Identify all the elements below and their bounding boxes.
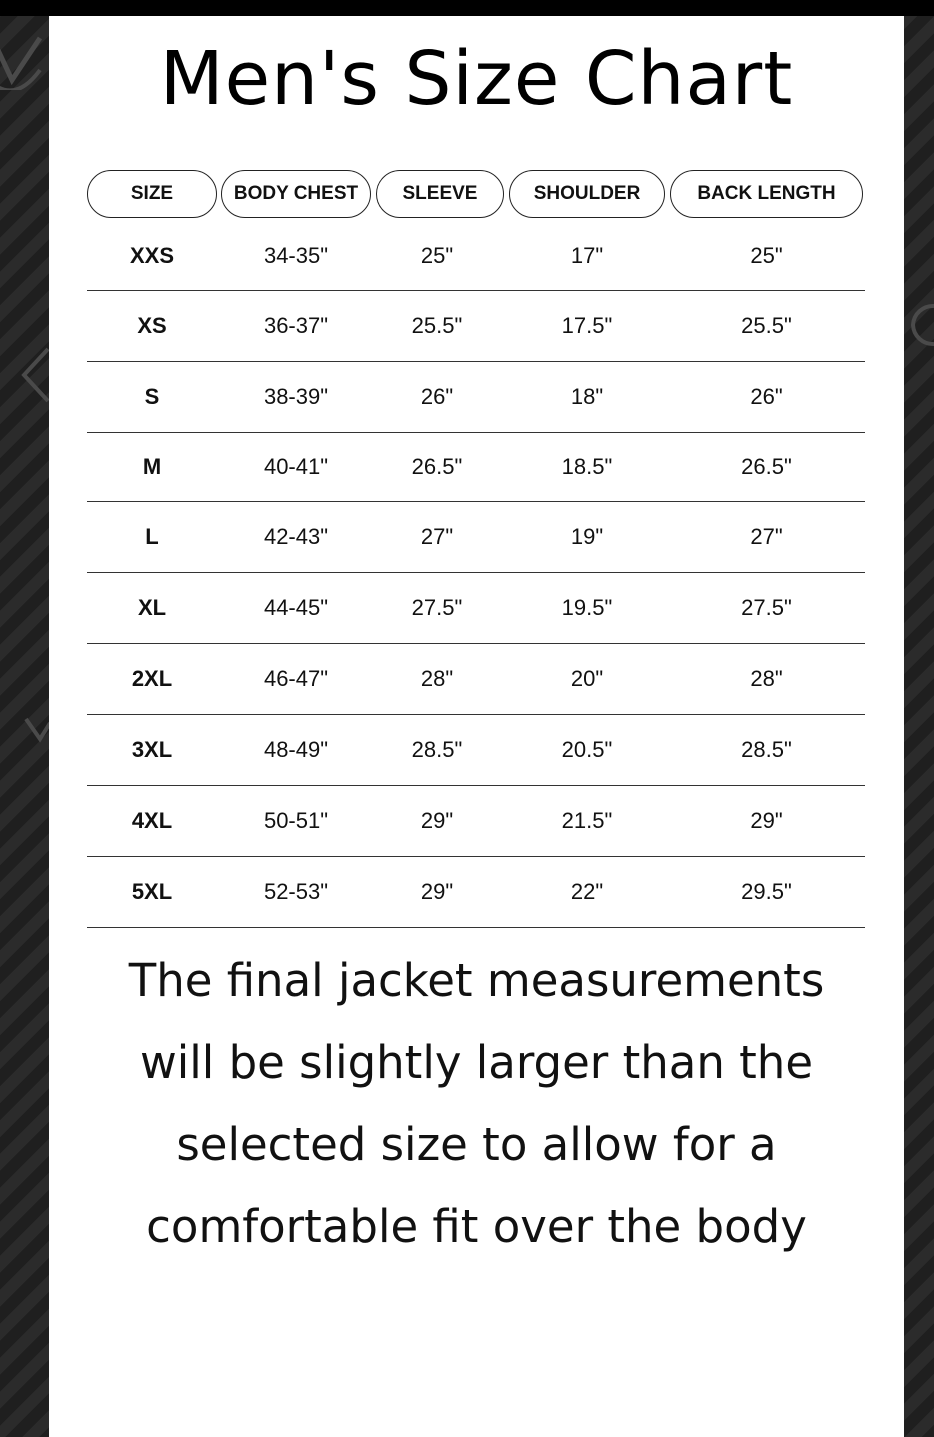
size-chart-title: Men's Size Chart (159, 36, 794, 122)
body-chest-cell: 42-43" (263, 524, 329, 549)
shoulder-cell: 22" (570, 879, 604, 904)
size-cell: 3XL (131, 737, 173, 762)
shoulder-cell: 20.5" (561, 737, 613, 762)
shoulder-cell: 18" (570, 384, 604, 409)
sleeve-cell: 29" (420, 808, 454, 833)
size-cell: XL (137, 595, 167, 620)
body-chest-cell: 34-35" (263, 243, 329, 268)
body-chest-cell: 48-49" (263, 737, 329, 762)
table-row (87, 502, 865, 572)
table-row (87, 222, 865, 290)
size-cell: 4XL (131, 808, 173, 833)
header-back-length: BACK LENGTH (670, 170, 863, 218)
sleeve-cell: 25.5" (411, 313, 463, 338)
background-shape (905, 300, 934, 350)
table-row (87, 573, 865, 643)
header-size: SIZE (87, 170, 217, 218)
size-cell: XS (137, 313, 167, 338)
shoulder-cell: 19" (570, 524, 604, 549)
shoulder-cell: 19.5" (561, 595, 613, 620)
body-chest-cell: 46-47" (263, 666, 329, 691)
body-chest-cell: 44-45" (263, 595, 329, 620)
back-length-cell: 29.5" (741, 879, 792, 904)
back-length-cell: 28" (750, 666, 783, 691)
header-body-chest: BODY CHEST (221, 170, 371, 218)
size-cell: 5XL (131, 879, 173, 904)
back-length-cell: 25" (750, 243, 783, 268)
size-cell: 2XL (131, 666, 173, 691)
sleeve-cell: 25" (420, 243, 454, 268)
sleeve-cell: 29" (420, 879, 454, 904)
check-icon (0, 30, 46, 90)
size-chart-modal (49, 16, 904, 1437)
back-length-cell: 28.5" (741, 737, 792, 762)
row-divider (87, 927, 865, 928)
size-cell: L (145, 524, 159, 549)
sleeve-cell: 26.5" (411, 454, 463, 479)
body-chest-cell: 38-39" (263, 384, 329, 409)
header-shoulder: SHOULDER (509, 170, 665, 218)
body-chest-cell: 36-37" (263, 313, 329, 338)
shoulder-cell: 17" (570, 243, 604, 268)
back-length-cell: 27" (750, 524, 783, 549)
table-row (87, 857, 865, 927)
shoulder-cell: 17.5" (561, 313, 613, 338)
status-bar (0, 0, 934, 16)
fit-note: The final jacket measurements will be slightly larger than the selected size to allow for a comfortable fit over the body (128, 954, 825, 1253)
table-row (87, 433, 865, 501)
back-length-cell: 29" (750, 808, 783, 833)
chevron-down-icon (24, 715, 52, 745)
table-row (87, 644, 865, 714)
body-chest-cell: 40-41" (263, 454, 329, 479)
sleeve-cell: 28.5" (411, 737, 463, 762)
chevron-left-icon (18, 345, 52, 405)
shoulder-cell: 18.5" (561, 454, 613, 479)
shoulder-cell: 21.5" (561, 808, 613, 833)
body-chest-cell: 50-51" (263, 808, 329, 833)
sleeve-cell: 27" (420, 524, 454, 549)
sleeve-cell: 26" (420, 384, 454, 409)
sleeve-cell: 27.5" (411, 595, 463, 620)
table-row (87, 291, 865, 361)
back-length-cell: 26.5" (741, 454, 792, 479)
back-length-cell: 27.5" (741, 595, 792, 620)
body-chest-cell: 52-53" (263, 879, 329, 904)
table-row (87, 362, 865, 432)
size-cell: S (144, 384, 160, 409)
table-row (87, 715, 865, 785)
size-cell: M (142, 454, 162, 479)
sleeve-cell: 28" (420, 666, 454, 691)
size-cell: XXS (129, 243, 175, 268)
header-sleeve: SLEEVE (376, 170, 504, 218)
table-row (87, 786, 865, 856)
shoulder-cell: 20" (570, 666, 604, 691)
back-length-cell: 25.5" (741, 313, 792, 338)
back-length-cell: 26" (750, 384, 783, 409)
